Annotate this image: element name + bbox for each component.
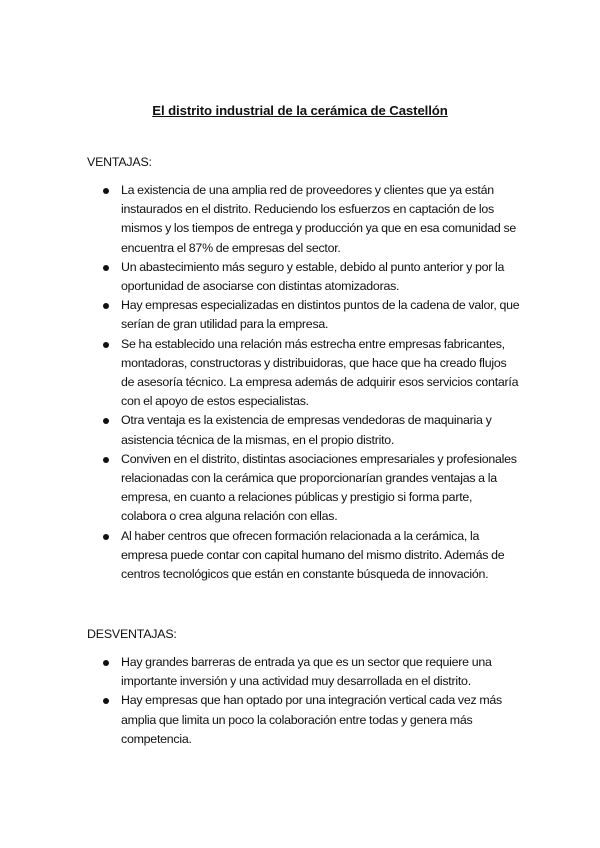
desventajas-item-text: Hay empresas que han optado por una integración vertical cada vez más amplia que limita un poco la colaboración entre todas y genera más competencia. <box>121 693 503 746</box>
bullet-icon <box>103 534 109 540</box>
ventajas-item <box>100 181 520 258</box>
ventajas-item-text: La existencia de una amplia red de proveedores y clientes que ya están instaurados en el distrito. Reduciendo los esfuerzos en captación de los mismos y los tiempos de entrega y producción ya que en esa comunidad se encuentra el 87% de empresas del sector. <box>121 183 517 255</box>
desventajas-item <box>100 653 520 691</box>
desventajas-item <box>100 691 520 749</box>
bullet-icon <box>103 698 109 704</box>
bullet-icon <box>103 265 109 271</box>
ventajas-item-text: Otra ventaja es la existencia de empresas vendedoras de maquinaria y asistencia técnica de la mismas, en el propio distrito. <box>121 413 492 447</box>
ventajas-item <box>100 450 520 527</box>
ventajas-list <box>100 181 520 584</box>
bullet-icon <box>103 457 109 463</box>
ventajas-item <box>100 527 520 585</box>
ventajas-item-text: Conviven en el distrito, distintas asociaciones empresariales y profesionales relacionadas con la cerámica que proporcionarían grandes ventajas a la empresa, en cuanto a relaciones públicas y prestigio si forma parte, colabora o crea alguna relación con ellas. <box>121 451 517 524</box>
desventajas-list <box>100 653 520 749</box>
bullet-icon <box>103 342 109 348</box>
bullet-icon <box>103 188 109 194</box>
ventajas-item <box>100 411 520 449</box>
ventajas-item <box>100 258 520 296</box>
desventajas-item-text: Hay grandes barreras de entrada ya que es un sector que requiere una importante inversión y una actividad muy desarrollada en el distrito. <box>121 655 492 689</box>
ventajas-heading: VENTAJAS: <box>87 155 152 169</box>
desventajas-heading: DESVENTAJAS: <box>87 627 177 641</box>
bullet-icon <box>103 418 109 424</box>
ventajas-item <box>100 335 520 412</box>
ventajas-item-text: Al haber centros que ofrecen formación relacionada a la cerámica, la empresa puede contar con capital humano del mismo distrito. Además de centros tecnológicos que están en constante búsqueda de innovación. <box>121 528 505 582</box>
ventajas-item-text: Un abastecimiento más seguro y estable, debido al punto anterior y por la oportunidad de asociarse con distintas atomizadoras. <box>121 259 505 294</box>
bullet-icon <box>103 660 109 666</box>
ventajas-item-text: Se ha establecido una relación más estrecha entre empresas fabricantes, montadoras, constructoras y distribuidoras, que hace que ha creado flujos de asesoría técnico. La empresa además de adquirir esos servicios contaría con el apoyo de estos especialistas. <box>121 336 519 409</box>
ventajas-item <box>100 296 520 334</box>
bullet-icon <box>103 303 109 309</box>
document-title: El distrito industrial de la cerámica de Castellón <box>152 103 448 118</box>
ventajas-item-text: Hay empresas especializadas en distintos puntos de la cadena de valor, que serían de gran utilidad para la empresa. <box>121 298 520 332</box>
